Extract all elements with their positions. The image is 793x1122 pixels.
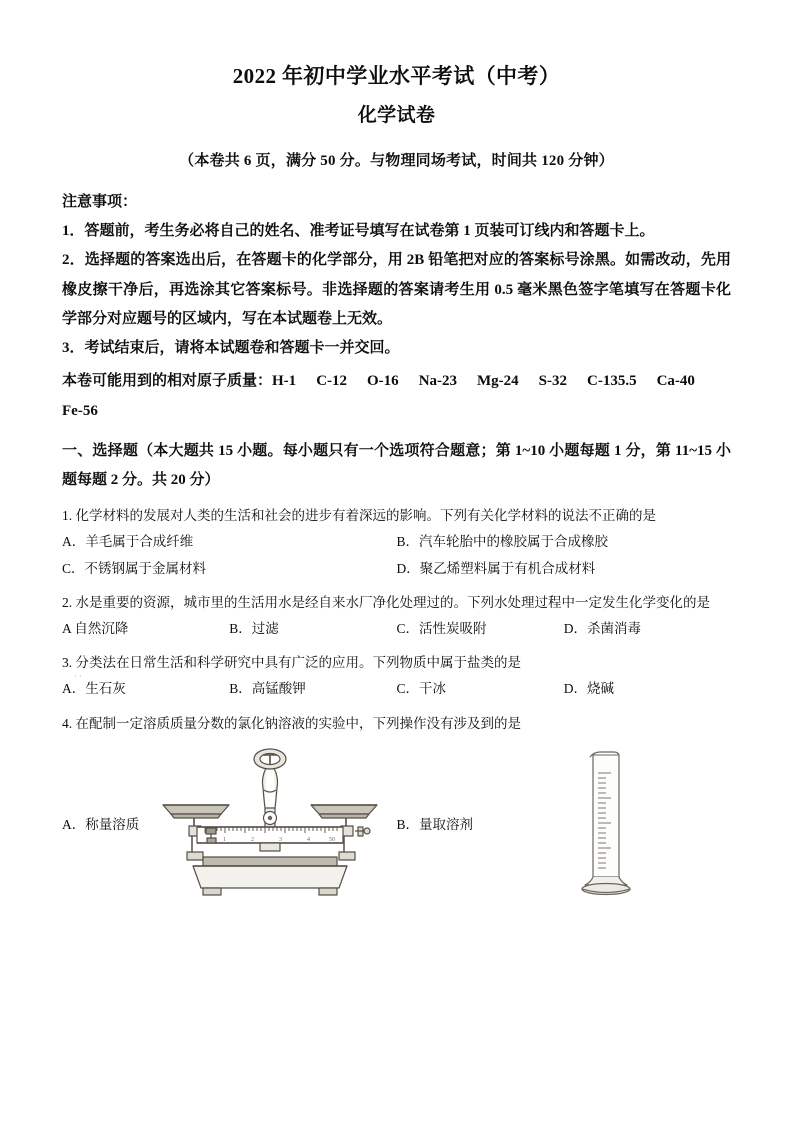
question-4-figure-options [62,737,731,906]
question-4 [62,703,731,906]
atomic-mass-prefix: 本卷可能用到的相对原子质量： [62,373,273,390]
svg-text:2: 2 [251,837,255,844]
graduated-cylinder-figure [479,741,731,906]
question-2 [62,582,731,642]
atomic-mass-line [62,363,731,396]
atomic-mass-fe: Fe-56 [62,402,98,419]
question-1-option-c[interactable]: C．不锈钢属于金属材料 [62,560,207,576]
svg-text:50: 50 [329,837,336,844]
notice-item-2: 2．选择题的答案选出后，在答题卡的化学部分，用 2B 铅笔把对应的答案标号涂黑。如需改动，先用橡皮擦干净后，再选涂其它答案标号。非选择题的答案请考生用 0.5 毫米黑色签字笔填写在答题卡化学部分对应题号的区域内，写在本试题卷上无效。 [62,252,731,327]
question-1-option-d[interactable]: D．聚乙烯塑料属于有机合成材料 [396,560,596,576]
question-3 [62,642,731,702]
svg-text:1: 1 [223,837,227,844]
question-1-options-row-1 [62,529,731,555]
question-4-option-a[interactable] [62,741,397,906]
exam-info-note: （本卷共 6 页，满分 50 分。与物理同场考试，时间共 120 分钟） [179,152,614,169]
question-4-stem: 4. 在配制一定溶质质量分数的氯化钠溶液的实验中，下列操作没有涉及到的是 [62,715,521,731]
atomic-mass-o: O-16 [367,373,399,390]
question-2-option-c[interactable]: C．活性炭吸附 [396,621,487,637]
section-heading-multiple-choice: 一、选择题（本大题共 15 小题。每小题只有一个选项符合题意；第 1~10 小题每题 1 分，第 11~15 小题每题 2 分。共 20 分） [62,442,731,489]
question-2-stem: 2. 水是重要的资源，城市里的生活用水是经自来水厂净化处理过的。下列水处理过程中一定发生化学变化的是 [62,595,710,611]
atomic-mass-c: C-12 [316,373,348,390]
notice-label: 注意事项： [62,193,138,210]
atomic-mass-na: Na-23 [418,373,458,390]
atomic-mass-h: H-1 [272,373,297,390]
question-1 [62,495,731,582]
question-1-stem: 1. 化学材料的发展对人类的生活和社会的进步有着深远的影响。下列有关化学材料的说法不正确的是 [62,508,656,524]
question-1-option-a[interactable]: A．羊毛属于合成纤维 [62,534,194,550]
svg-text:4: 4 [307,837,311,844]
question-3-stem: 3. 分类法在日常生活和科学研究中具有广泛的应用。下列物质中属于盐类的是 [62,655,521,671]
atomic-mass-cl: C-135.5 [587,373,637,390]
question-2-option-b[interactable]: B．过滤 [229,621,279,637]
notice-item-3: 3．考试结束后，请将本试题卷和答题卡一并交回。 [62,340,400,357]
question-3-option-a[interactable]: A．生石灰 [62,681,126,697]
question-1-option-b[interactable]: B．汽车轮胎中的橡胶属于合成橡胶 [396,534,609,550]
atomic-mass-mg: Mg-24 [477,373,519,390]
question-3-option-d[interactable]: D．烧碱 [563,681,614,697]
question-2-option-a[interactable]: A 自然沉降 [62,621,129,637]
scan-artifact-speck: ·· [74,671,84,681]
svg-text:3: 3 [279,837,283,844]
question-4-option-b[interactable] [397,741,732,906]
question-2-options-row-1 [62,616,731,642]
notice-block [62,170,731,426]
question-3-option-c[interactable]: C．干冰 [396,681,447,697]
notice-item-1: 1．答题前，考生务必将自己的姓名、准考证号填写在试卷第 1 页装可订线内和答题卡上。 [62,223,655,240]
atomic-mass-ca: Ca-40 [656,373,695,390]
question-4-option-b-label: B．量取溶剂 [396,817,474,833]
question-3-options-row-1 [62,676,731,702]
question-1-options-row-2 [62,556,731,582]
page-subtitle: 化学试卷 [357,105,436,127]
question-2-option-d[interactable]: D．杀菌消毒 [563,621,641,637]
balance-scale-figure [145,741,396,906]
atomic-mass-s: S-32 [538,373,568,390]
question-4-option-a-label: A．称量溶质 [62,817,140,833]
page-title: 2022 年初中学业水平考试（中考） [232,64,561,88]
question-3-option-b[interactable]: B．高锰酸钾 [229,681,306,697]
